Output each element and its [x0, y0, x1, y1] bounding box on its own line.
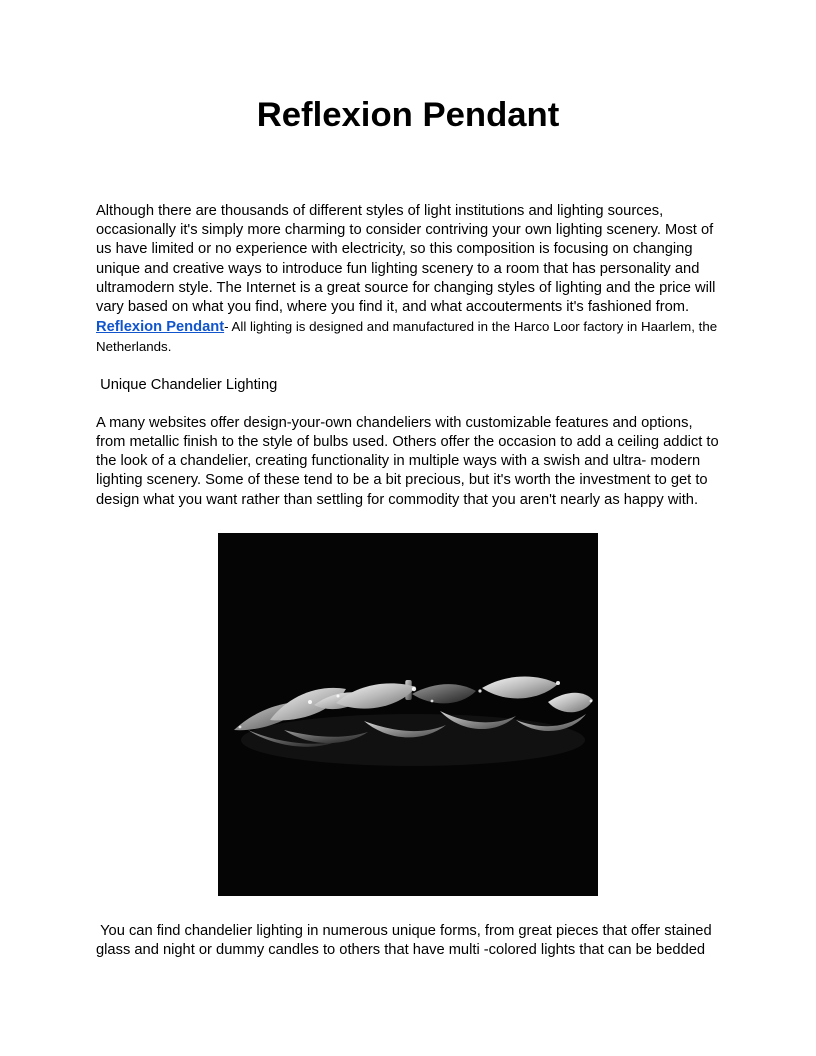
intro-paragraph [96, 202, 720, 358]
intro-link-note: - All lighting is designed and manufactured in the Harco Loor factory in Haarlem, the Netherlands. [96, 319, 721, 355]
paragraph-chandelier-forms: You can find chandelier lighting in numerous unique forms, from great pieces that offer stained glass and night or dummy candles to others that have multi -colored lights that can be bedded [96, 922, 716, 959]
chandelier-figure [218, 533, 598, 896]
chandelier-image [218, 533, 598, 896]
subheading-unique-chandelier-lighting: Unique Chandelier Lighting [96, 376, 278, 393]
under-glow [241, 714, 585, 766]
intro-text: Although there are thousands of different styles of light institutions and lighting sources, occasionally it's simply more charming to consider contriving your own lighting scenery. Most of us have limited or no experience with electricity, so this composition is focusing on changing unique and creative ways to introduce fun lighting scenery to a room that has personality and ultramodern style. The Internet is a great source for changing styles of lighting and the price will vary based on what you find, where you find it, and what accouterments it's fashioned from. [96, 203, 720, 316]
page-title: Reflexion Pendant [256, 96, 560, 134]
reflexion-pendant-link[interactable]: Reflexion Pendant [96, 319, 225, 336]
paragraph-design-your-own: A many websites offer design-your-own chandeliers with customizable features and options, from metallic finish to the style of bulbs used. Others offer the occasion to add a ceiling addict to the look of a chandelier, creating functionality in multiple ways with a swish and ultra- modern lighting scenery. Some of these tend to be a bit precious, but it's worth the investment to get to design what you want rather than settling for commodity that you aren't nearly as happy with. [96, 414, 723, 508]
